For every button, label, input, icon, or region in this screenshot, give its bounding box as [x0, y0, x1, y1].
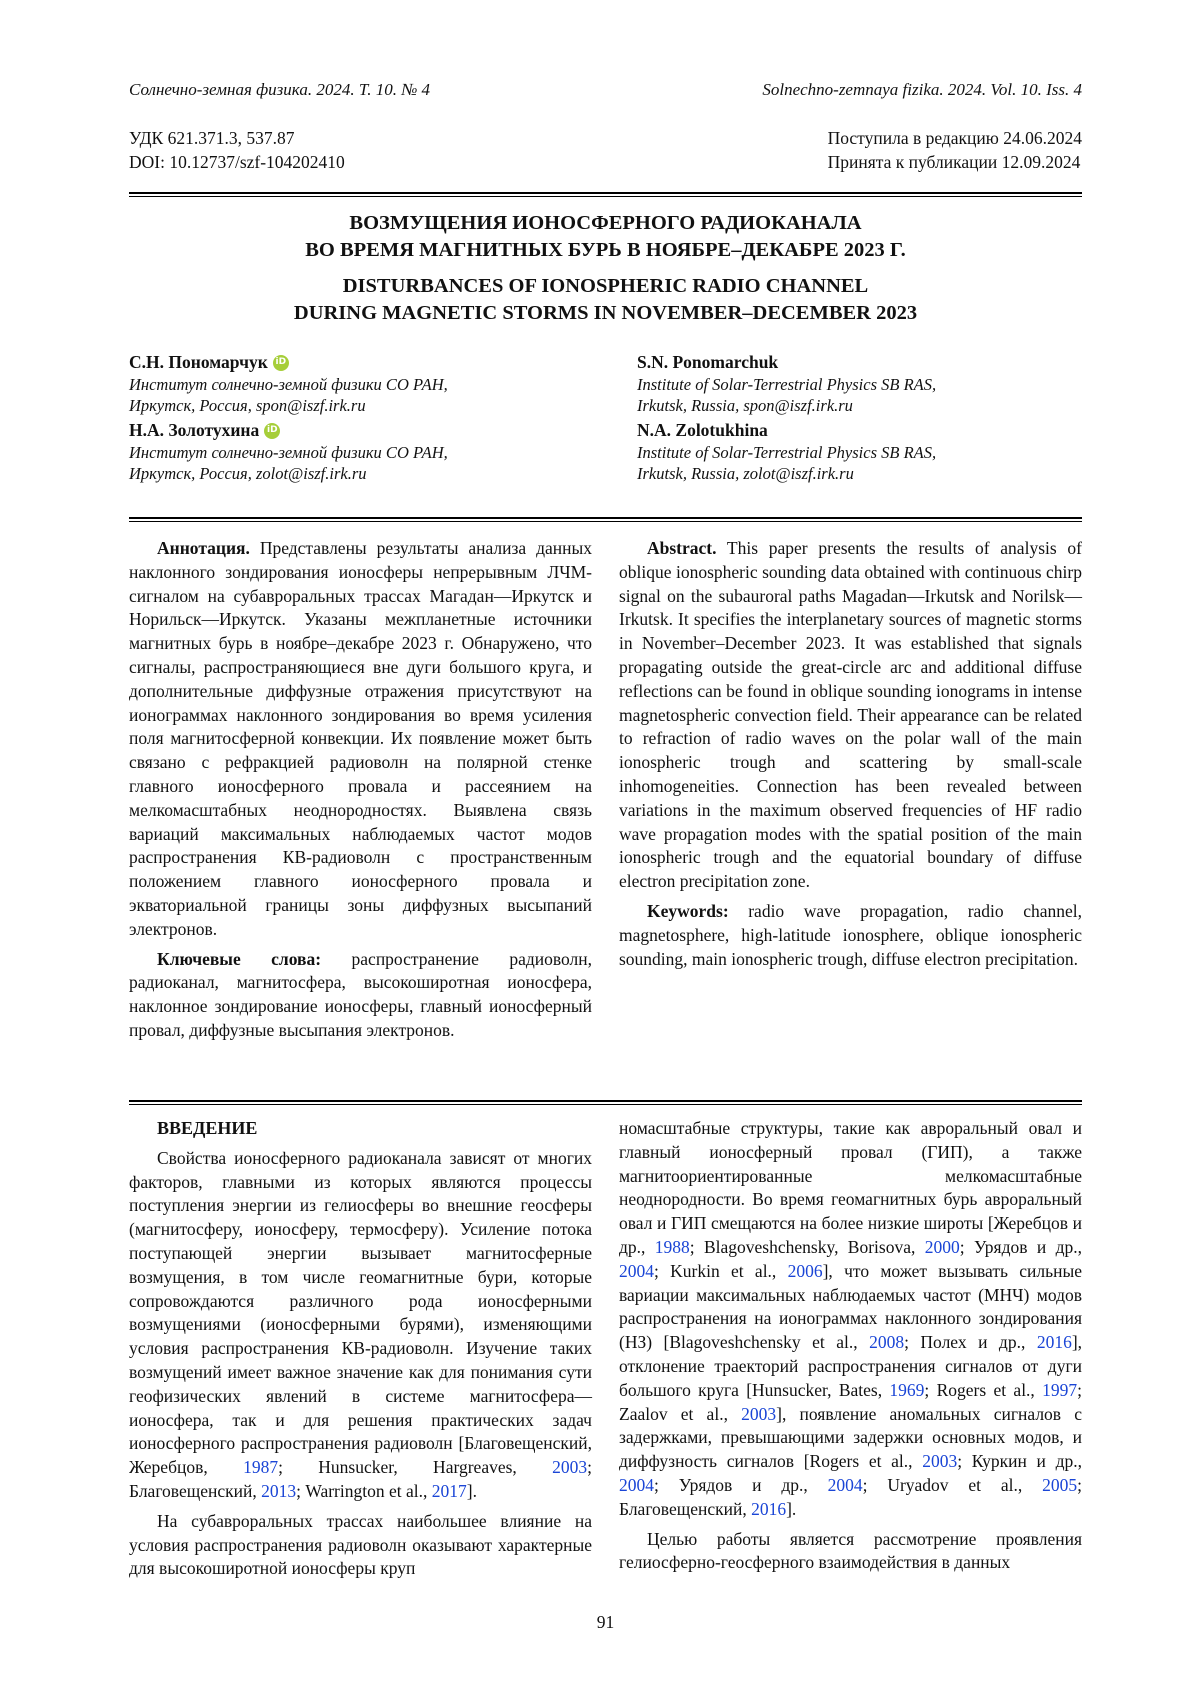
citation-link[interactable]: 2013: [261, 1480, 297, 1501]
author-name: S.N. Ponomarchuk: [637, 352, 779, 372]
author: [637, 351, 1077, 416]
title-ru-line: ВОЗМУЩЕНИЯ ИОНОСФЕРНОГО РАДИОКАНАЛА: [349, 212, 862, 234]
paper-page: [129, 0, 1082, 1697]
intro-paragraph-continued: номасштабные структуры, такие как авроральный овал и главный ионосферный провал (ГИП), а также магнитоориентированные мелкомасштабные неоднородности. Во время геомагнитных бурь авроральный овал и ГИП смещаются на более низкие широты [Жеребцов и др., 1988; Blagoveshchensky, Borisova, 2000; Урядов и др., 2004; Kurkin et al., 2006], что может вызывать сильные вариации максимальных наблюдаемых частот (МНЧ) модов распространения на ионограммах наклонного зондирования (НЗ) [Blagoveshchensky et al., 2008; Полех и др., 2016], отклонение траекторий распространения сигналов от дуги большого круга [Hunsucker, Bates, 1969; Rogers et al., 1997; Zaalov et al., 2003], появление аномальных сигналов с задержками, превышающими задержки основных модов, и диффузность сигналов [Rogers et al., 2003; Куркин и др., 2004; Урядов и др., 2004; Uryadov et al., 2005; Благовещенский, 2016].: [619, 1118, 1083, 1519]
citation-link[interactable]: 2004: [619, 1474, 654, 1495]
keywords-ru: [129, 948, 592, 1043]
citation-link[interactable]: 2017: [431, 1480, 467, 1501]
abstract-ru-label: Аннотация.: [157, 538, 250, 558]
orcid-icon[interactable]: iD: [264, 423, 280, 439]
divider: [129, 1104, 1082, 1105]
keywords-en-label: Keywords:: [647, 900, 729, 921]
citation-link[interactable]: 2016: [751, 1498, 787, 1519]
keywords-en: [619, 900, 1082, 971]
intro-right-column: [619, 1117, 1082, 1581]
author: [129, 419, 569, 484]
divider: [129, 192, 1082, 194]
author-name: N.A. Zolotukhina: [637, 420, 768, 440]
citation-link[interactable]: 2003: [552, 1457, 588, 1478]
orcid-icon[interactable]: iD: [273, 355, 289, 371]
abstract-ru-body: Представлены результаты анализа данных наклонного зондирования ионосферы непрерывным ЛЧМ-сигналом на субавроральных трассах Магадан—Иркутск и Норильск—Иркутск. Указаны межпланетные источники магнитных бурь в ноябре–декабре 2023 г. Обнаружено, что сигналы, распространяющиеся вне дуги большого круга, и дополнительные диффузные отражения присутствуют на ионограммах наклонного зондирования во время усиления поля магнитосферной конвекции. Их появление может быть связано с рефракцией радиоволн на полярной стенке главного ионосферного провала и рассеянием на мелкомасштабных неоднородностях. Выявлена связь вариаций максимальных наблюдаемых частот модов распространения КВ-радиоволн с пространственным положением главного ионосферного провала и экваториальной границы зоны диффузных высыпаний электронов.: [129, 538, 593, 939]
title-ru: [129, 210, 1082, 264]
journal-name-ru: Солнечно-земная физика. 2024. Т. 10. № 4: [129, 80, 430, 99]
author-location-email: Irkutsk, Russia, spon@iszf.irk.ru: [637, 396, 853, 415]
abstract-ru: [129, 537, 592, 1049]
intro-left-column: [129, 1117, 592, 1587]
abstract-en-label: Abstract.: [647, 538, 717, 558]
author-location-email: Иркутск, Россия, spon@iszf.irk.ru: [129, 396, 366, 415]
author-name: Н.А. Золотухина: [129, 420, 260, 440]
divider: [129, 521, 1082, 522]
udk: УДК 621.371.3, 537.87: [129, 128, 295, 148]
citation-link[interactable]: 2005: [1042, 1474, 1078, 1495]
article-ids: [129, 126, 345, 174]
received-date: Поступила в редакцию 24.06.2024: [827, 128, 1082, 148]
article-title: [129, 210, 1082, 327]
doi: DOI: 10.12737/szf-104202410: [129, 152, 345, 172]
author-affiliation: Институт солнечно-земной физики СО РАН,: [129, 375, 448, 394]
author-affiliation: Institute of Solar-Terrestrial Physics SB RAS,: [637, 443, 937, 462]
divider: [129, 196, 1082, 197]
citation-link[interactable]: 2004: [827, 1474, 863, 1495]
citation-link[interactable]: 1997: [1042, 1379, 1078, 1400]
journal-name-en: Solnechno-zemnaya fizika. 2024. Vol. 10. Iss. 4: [762, 80, 1082, 99]
citation-link[interactable]: 2004: [619, 1260, 654, 1281]
author-location-email: Иркутск, Россия, zolot@iszf.irk.ru: [129, 464, 367, 483]
page-number: 91: [596, 1612, 615, 1632]
citation-link[interactable]: 2003: [922, 1451, 958, 1472]
citation-link[interactable]: 1969: [889, 1379, 925, 1400]
citation-link[interactable]: 1988: [654, 1236, 690, 1257]
accepted-date: Принята к публикации 12.09.2024: [827, 152, 1081, 172]
keywords-ru-label: Ключевые слова:: [157, 948, 322, 969]
section-heading-introduction: ВВЕДЕНИЕ: [157, 1118, 258, 1138]
abstract-ru-text: [129, 537, 592, 942]
keywords-en-text: radio wave propagation, radio channel, magnetosphere, high-latitude ionosphere, oblique ionospheric sounding, main ionospheric trough, diffuse electron precipitation.: [619, 900, 1083, 969]
title-en-line: DURING MAGNETIC STORMS IN NOVEMBER–DECEMBER 2023: [293, 302, 918, 324]
citation-link[interactable]: 2016: [1036, 1332, 1072, 1353]
author: [637, 419, 1077, 484]
citation-link[interactable]: 2006: [787, 1260, 823, 1281]
abstract-en-body: This paper presents the results of analysis of oblique ionospheric sounding data obtained with continuous chirp signal on the subauroral paths Magadan—Irkutsk and Norilsk—Irkutsk. It specifies the interplanetary sources of magnetic storms in November–December 2023. It was established that signals propagating outside the great-circle arc and additional diffuse reflections can be found in oblique sounding ionograms in intense magnetospheric convection field. Their appearance can be related to refraction of radio waves on the polar wall of the main ionospheric trough and scattering by small-scale inhomogeneities. Connection has been revealed between variations in the maximum observed frequencies of HF radio wave propagation modes with the spatial position of the main ionospheric trough and the equatorial boundary of diffuse electron precipitation zone.: [619, 538, 1082, 892]
author-location-email: Irkutsk, Russia, zolot@iszf.irk.ru: [637, 464, 854, 483]
title-en: [129, 273, 1082, 327]
author-affiliation: Institute of Solar-Terrestrial Physics SB RAS,: [637, 375, 937, 394]
keywords-ru-text: распространение радиоволн, радиоканал, магнитосфера, высокоширотная ионосфера, наклонное зондирование ионосферы, главный ионосферный провал, диффузные высыпания электронов.: [129, 948, 592, 1040]
citation-link[interactable]: 2003: [741, 1403, 777, 1424]
abstract-en-text: [619, 537, 1082, 894]
citation-link[interactable]: 2008: [869, 1332, 905, 1353]
author: [129, 351, 569, 416]
intro-paragraph: Целью работы является рассмотрение проявления гелиосферно-геосферного взаимодействия в данных: [619, 1528, 1082, 1573]
author-name: С.Н. Пономарчук: [129, 352, 268, 372]
authors-ru: [129, 351, 569, 487]
citation-link[interactable]: 2000: [924, 1236, 960, 1257]
author-affiliation: Институт солнечно-земной физики СО РАН,: [129, 443, 448, 462]
title-en-line: DISTURBANCES OF IONOSPHERIC RADIO CHANNEL: [342, 275, 869, 297]
divider: [129, 1100, 1082, 1102]
article-dates: [828, 126, 1082, 174]
authors-en: [637, 351, 1077, 487]
divider: [129, 517, 1082, 519]
intro-paragraph: На субавроральных трассах наибольшее влияние на условия распространения радиоволн оказывают характерные для высокоширотной ионосферы круп: [129, 1510, 592, 1579]
title-ru-line: ВО ВРЕМЯ МАГНИТНЫХ БУРЬ В НОЯБРЕ–ДЕКАБРЕ 2023 Г.: [305, 239, 906, 261]
intro-paragraph: Свойства ионосферного радиоканала зависят от многих факторов, главными из которых являются процессы поступления энергии из гелиосферы во внешние геосферы (магнитосферу, ионосферу, термосферу). Усиление потока поступающей энергии вызывает магнитосферные возмущения, в том числе геомагнитные бури, которые сопровождаются различного рода ионосферными возмущениями (ионосферными бурями), изменяющими условия распространения КВ-радиоволн. Изучение таких возмущений имеет важное значение как для понимания сути геофизических явлений в системе магнитосфера—ионосфера, так и для решения практических задач ионосферного распространения радиоволн [Благовещенский, Жеребцов, 1987; Hunsucker, Hargreaves, 2003; Благовещенский, 2013; Warrington et al., 2017].: [129, 1147, 592, 1501]
citation-link[interactable]: 1987: [243, 1457, 279, 1478]
abstract-en: [619, 537, 1082, 977]
